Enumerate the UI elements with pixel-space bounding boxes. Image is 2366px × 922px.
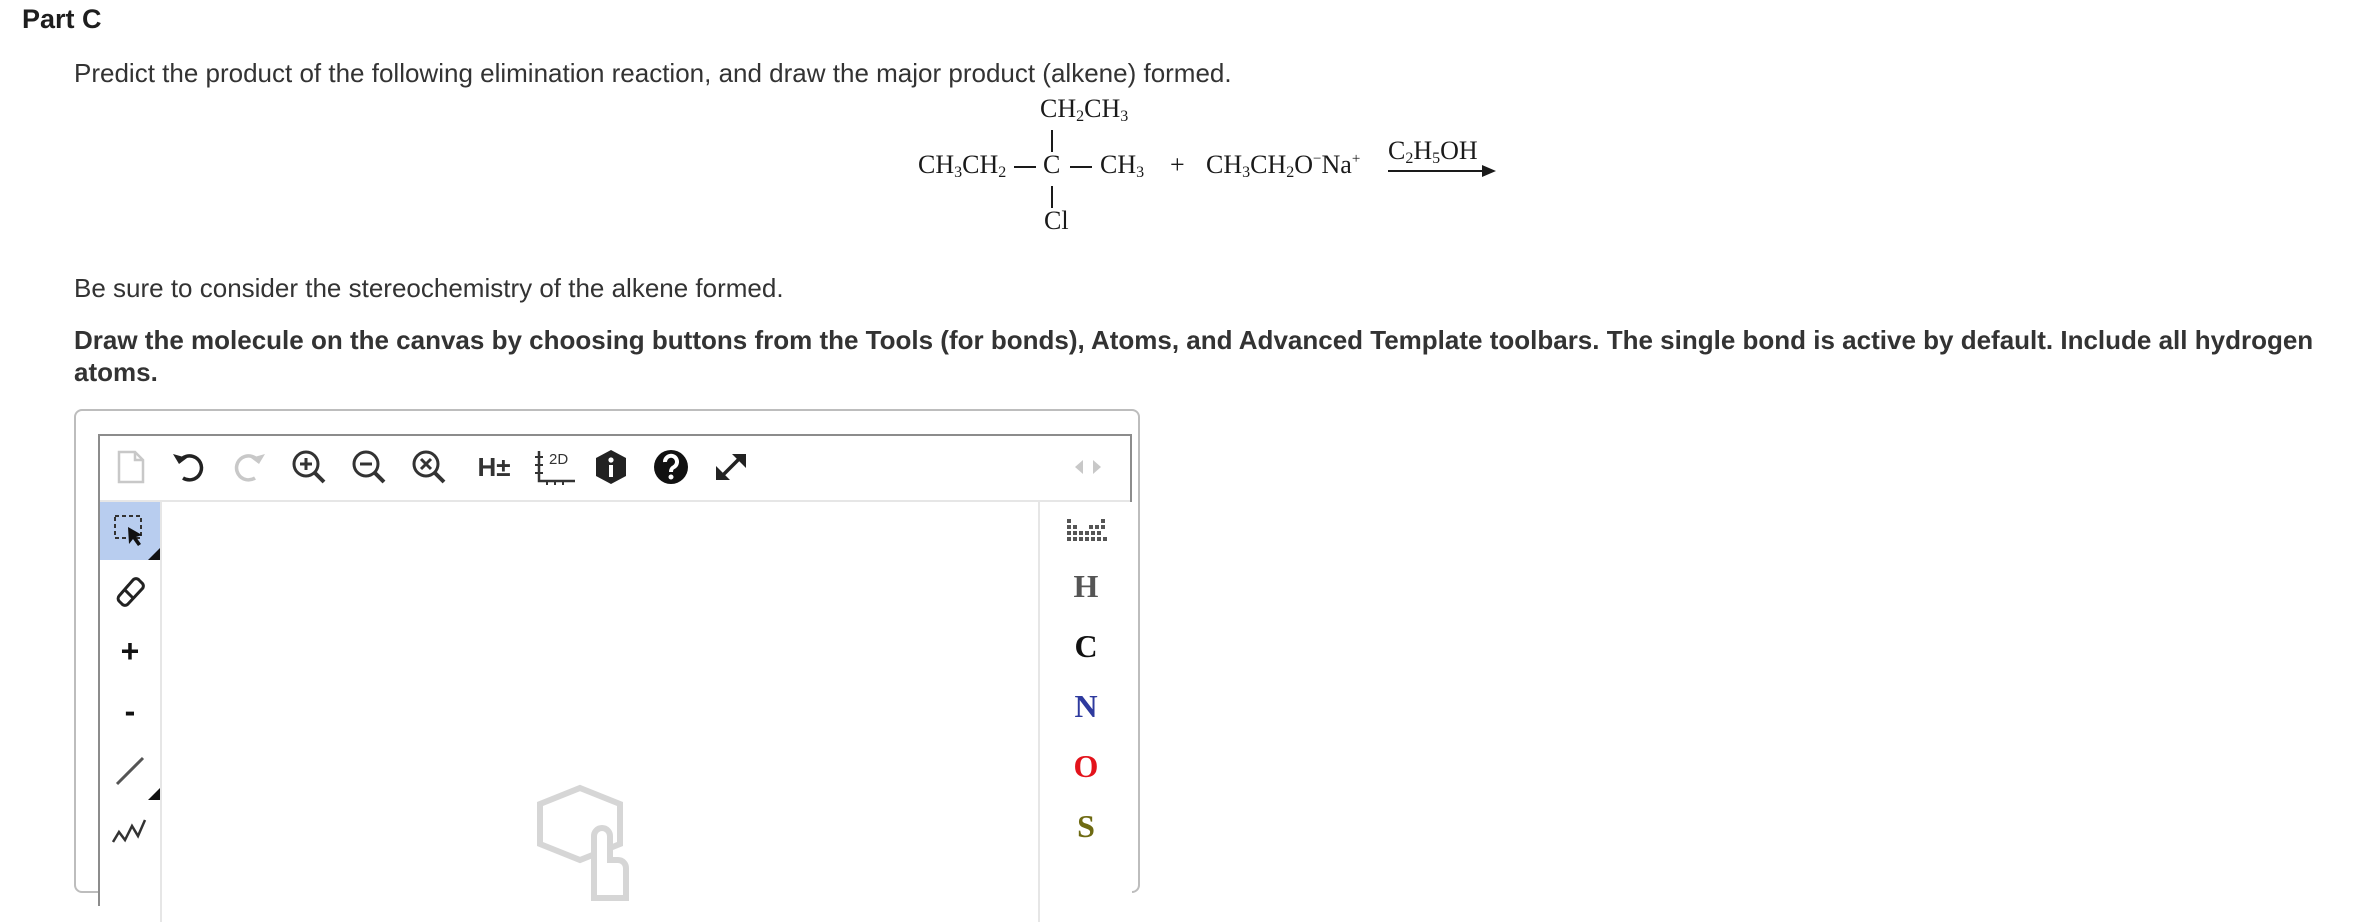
top-toolbar: [100, 436, 1130, 502]
single-bond-icon[interactable]: [100, 742, 160, 800]
tools-toolbar: [100, 502, 162, 922]
bond-right: [1070, 166, 1092, 168]
help-icon[interactable]: [650, 446, 692, 488]
top-substituent: $CH_2CH_3$: [1040, 94, 1129, 125]
zoom-out-icon[interactable]: [348, 446, 390, 488]
undo-icon[interactable]: [168, 446, 210, 488]
reaction-equation: [900, 94, 1520, 244]
part-title: Part C: [22, 4, 102, 34]
info-icon[interactable]: [590, 446, 632, 488]
reaction-arrow: [1388, 170, 1484, 172]
bond-left: [1014, 166, 1036, 168]
atom-h-button[interactable]: H: [1073, 567, 1099, 604]
molecule-editor: [74, 409, 1140, 893]
increase-charge-icon[interactable]: +: [120, 632, 140, 669]
fullscreen-icon[interactable]: [710, 446, 752, 488]
stereo-note: Be sure to consider the stereochemistry of the alkene formed.: [74, 273, 784, 303]
bond-bottom: [1051, 186, 1053, 208]
plus-sign: +: [1170, 150, 1185, 179]
bottom-substituent: Cl: [1044, 206, 1069, 235]
zoom-in-icon[interactable]: [288, 446, 330, 488]
solvent-label: $C_2H_5OH$: [1388, 136, 1478, 167]
atom-c-button[interactable]: C: [1074, 627, 1098, 664]
redo-icon[interactable]: [228, 446, 270, 488]
decrease-charge-icon[interactable]: -: [124, 692, 136, 729]
atom-n-button[interactable]: N: [1074, 687, 1098, 724]
atom-o-button[interactable]: O: [1073, 747, 1099, 784]
select-tool-icon[interactable]: [100, 502, 160, 560]
zoom-reset-icon[interactable]: [408, 446, 450, 488]
question-prompt: Predict the product of the following elimination reaction, and draw the major product (alkene) formed.: [74, 58, 1232, 88]
bond-top: [1051, 130, 1053, 152]
chain-tool-icon[interactable]: [100, 802, 160, 860]
drawing-canvas[interactable]: [162, 502, 1036, 922]
periodic-table-icon[interactable]: [1040, 502, 1132, 558]
editor-workspace: [98, 434, 1132, 906]
drawing-instructions: Draw the molecule on the canvas by choosing buttons from the Tools (for bonds), Atoms, and Advanced Template toolbars. The single bond is active by default. Include all hydrogen atoms.: [74, 325, 2314, 387]
reagent: $CH_3CH_2O^-Na^+$: [1206, 150, 1361, 181]
explicit-hydrogens-icon[interactable]: H±: [477, 451, 511, 482]
clean-2d-icon[interactable]: [530, 446, 582, 488]
new-document-icon[interactable]: [110, 446, 152, 488]
clean-2d-label: 2D: [549, 451, 569, 468]
reaction-arrow-head: [1482, 165, 1496, 177]
center-carbon: C: [1043, 150, 1061, 179]
left-group: $CH_3CH_2$: [918, 150, 1007, 181]
canvas-watermark-icon: [532, 782, 662, 922]
erase-tool-icon[interactable]: [100, 562, 160, 620]
toolbar-scroll-icon[interactable]: [1058, 446, 1118, 488]
right-group: $CH_3$: [1100, 150, 1145, 181]
atom-s-button[interactable]: S: [1077, 807, 1095, 844]
atoms-toolbar: [1038, 502, 1132, 922]
